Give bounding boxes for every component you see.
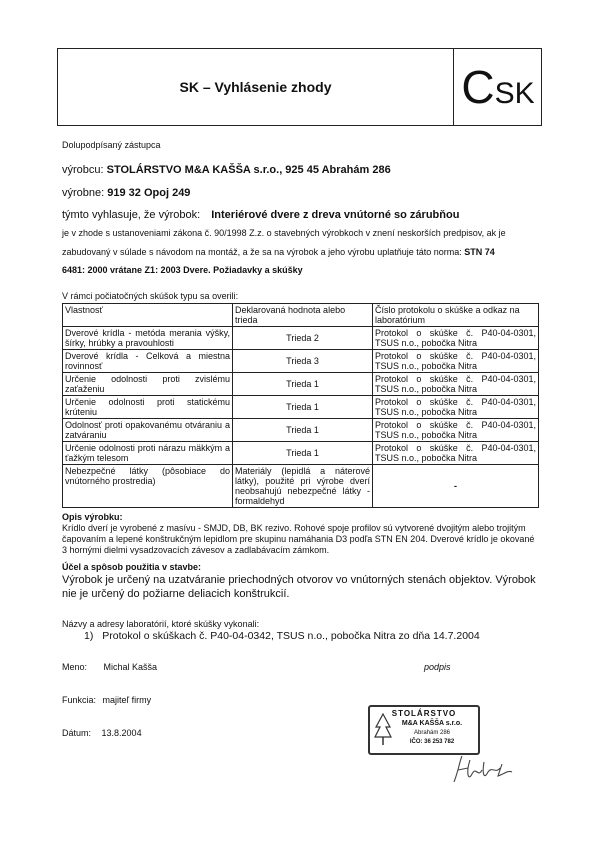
labs-title: Názvy a adresy laboratórií, ktoré skúšky vykonali:	[62, 619, 260, 629]
row-property: Určenie odolnosti proti nárazu mäkkým a ťažkým telesom	[63, 442, 233, 465]
function-line	[62, 694, 151, 706]
stamp-line-1: STOLÁRSTVO	[391, 709, 457, 718]
tests-table	[62, 303, 539, 508]
labs-item-text: Protokol o skúškach č. P40-04-0342, TSUS n.o., pobočka Nitra zo dňa 14.7.2004	[102, 630, 480, 642]
purpose-section	[62, 562, 538, 601]
conformity-mark	[454, 57, 542, 124]
document-title: SK – Vyhlásenie zhody	[179, 79, 332, 95]
law-norm-1: STN 74	[464, 247, 495, 257]
company-stamp	[368, 705, 480, 755]
plant-label: výrobne:	[62, 187, 105, 199]
date-line	[62, 727, 142, 739]
row-property: Nebezpečné látky (pôsobiace do vnútorného prostredia)	[63, 465, 233, 508]
purpose-title: Účel a spôsob použitia v stavbe:	[62, 562, 202, 572]
declaration-line	[62, 209, 459, 221]
row-protocol: Protokol o skúške č. P40-04-0301, TSUS n.o., pobočka Nitra	[373, 396, 539, 419]
row-protocol: Protokol o skúške č. P40-04-0301, TSUS n.o., pobočka Nitra	[373, 419, 539, 442]
law-text-2: zabudovaný v súlade s návodom na montáž, a že sa na výrobok a jeho výrobu uplatňuje táto norma:	[62, 247, 462, 257]
date-value: 13.8.2004	[101, 728, 142, 738]
law-text-2-line	[62, 246, 540, 258]
row-protocol: Protokol o skúške č. P40-04-0301, TSUS n.o., pobočka Nitra	[373, 373, 539, 396]
row-protocol: Protokol o skúške č. P40-04-0301, TSUS n.o., pobočka Nitra	[373, 350, 539, 373]
table-header-value: Deklarovaná hodnota alebo trieda	[233, 304, 373, 327]
row-value: Materiály (lepidlá a náterové látky), použité pri výrobe dverí neobsahujú nebezpečné látky - formaldehyd	[233, 465, 373, 508]
function-value: majiteľ firmy	[102, 695, 152, 705]
intro-text: Dolupodpísaný zástupca	[62, 140, 161, 150]
stamp-line-3: Abrahám 286	[413, 730, 451, 736]
row-value: Trieda 1	[233, 442, 373, 465]
conformity-mark-sk: SK	[494, 77, 535, 110]
stamp-line-4: IČO: 36 253 782	[409, 739, 455, 745]
row-property: Dverové krídla - metóda merania výšky, šírky, hrúbky a pravouhlosti	[63, 327, 233, 350]
law-norm-2: 6481: 2000 vrátane Z1: 2003 Dvere. Požiadavky a skúšky	[62, 265, 303, 275]
table-row	[63, 396, 539, 419]
description-section	[62, 512, 538, 556]
table-row	[63, 419, 539, 442]
row-property: Dverové krídla - Celková a miestna rovinnosť	[63, 350, 233, 373]
manufacturer-line	[62, 164, 391, 176]
signature-label: podpis	[424, 662, 451, 672]
declaration-label: týmto vyhlasuje, že výrobok:	[62, 209, 201, 221]
labs-item-number: 1)	[84, 630, 94, 642]
handwritten-signature	[448, 752, 520, 788]
product-name: Interiérové dvere z dreva vnútorné so zárubňou	[211, 209, 460, 221]
table-row	[63, 465, 539, 508]
table-header-property: Vlastnosť	[63, 304, 233, 327]
stamp-line-2: M&A KAŠŠA s.r.o.	[401, 720, 463, 727]
row-value: Trieda 1	[233, 373, 373, 396]
name-line	[62, 661, 157, 673]
header-box	[57, 48, 542, 126]
table-row	[63, 350, 539, 373]
table-header-row	[63, 304, 539, 327]
purpose-text: Výrobok je určený na uzatváranie priechodných otvorov vo vnútorných stenách objektov. Výrobok nie je určený do požiarne deliacich konštrukcií.	[62, 574, 536, 600]
function-label: Funkcia:	[62, 695, 97, 705]
law-text-1: je v zhode s ustanoveniami zákona č. 90/1998 Z.z. o stavebných výrobkoch v znení neskorších predpisov, ak je	[62, 228, 506, 238]
name-value: Michal Kašša	[103, 662, 158, 672]
row-property: Určenie odolnosti proti zvislému zaťaženiu	[63, 373, 233, 396]
name-label: Meno:	[62, 662, 88, 672]
table-row	[63, 442, 539, 465]
row-value: Trieda 2	[233, 327, 373, 350]
row-protocol: -	[373, 465, 539, 508]
row-protocol: Protokol o skúške č. P40-04-0301, TSUS n.o., pobočka Nitra	[373, 442, 539, 465]
description-title: Opis výrobku:	[62, 512, 123, 522]
row-property: Určenie odolnosti proti statickému krúteniu	[63, 396, 233, 419]
row-property: Odolnosť proti opakovanému otváraniu a zatváraniu	[63, 419, 233, 442]
conformity-mark-c: C	[461, 61, 495, 113]
table-row	[63, 327, 539, 350]
tests-intro: V rámci počiatočných skúšok typu sa overili:	[62, 291, 239, 301]
labs-item	[84, 630, 480, 642]
table-header-protocol: Číslo protokolu o skúške a odkaz na laboratórium	[373, 304, 539, 327]
row-value: Trieda 3	[233, 350, 373, 373]
manufacturer-label: výrobcu:	[62, 164, 104, 176]
table-row	[63, 373, 539, 396]
row-protocol: Protokol o skúške č. P40-04-0301, TSUS n.o., pobočka Nitra	[373, 327, 539, 350]
plant-line	[62, 187, 190, 199]
manufacturer-value: STOLÁRSTVO M&A KAŠŠA s.r.o., 925 45 Abrahám 286	[106, 164, 391, 176]
description-text: Krídlo dverí je vyrobené z masívu - SMJD, DB, BK rezivo. Rohové spoje profilov sú vytvorené dvojitým alebo trojitým čapovaním a lepené konštrukčným lepidlom pre skupinu namáhania D3 podľa STN EN 204. Dverové krídlo je okované 3 hornými dielmi vysadzovacích závesov a zadlabávacím zámkom.	[62, 523, 535, 555]
row-value: Trieda 1	[233, 396, 373, 419]
plant-value: 919 32 Opoj 249	[107, 187, 191, 199]
date-label: Dátum:	[62, 728, 92, 738]
row-value: Trieda 1	[233, 419, 373, 442]
